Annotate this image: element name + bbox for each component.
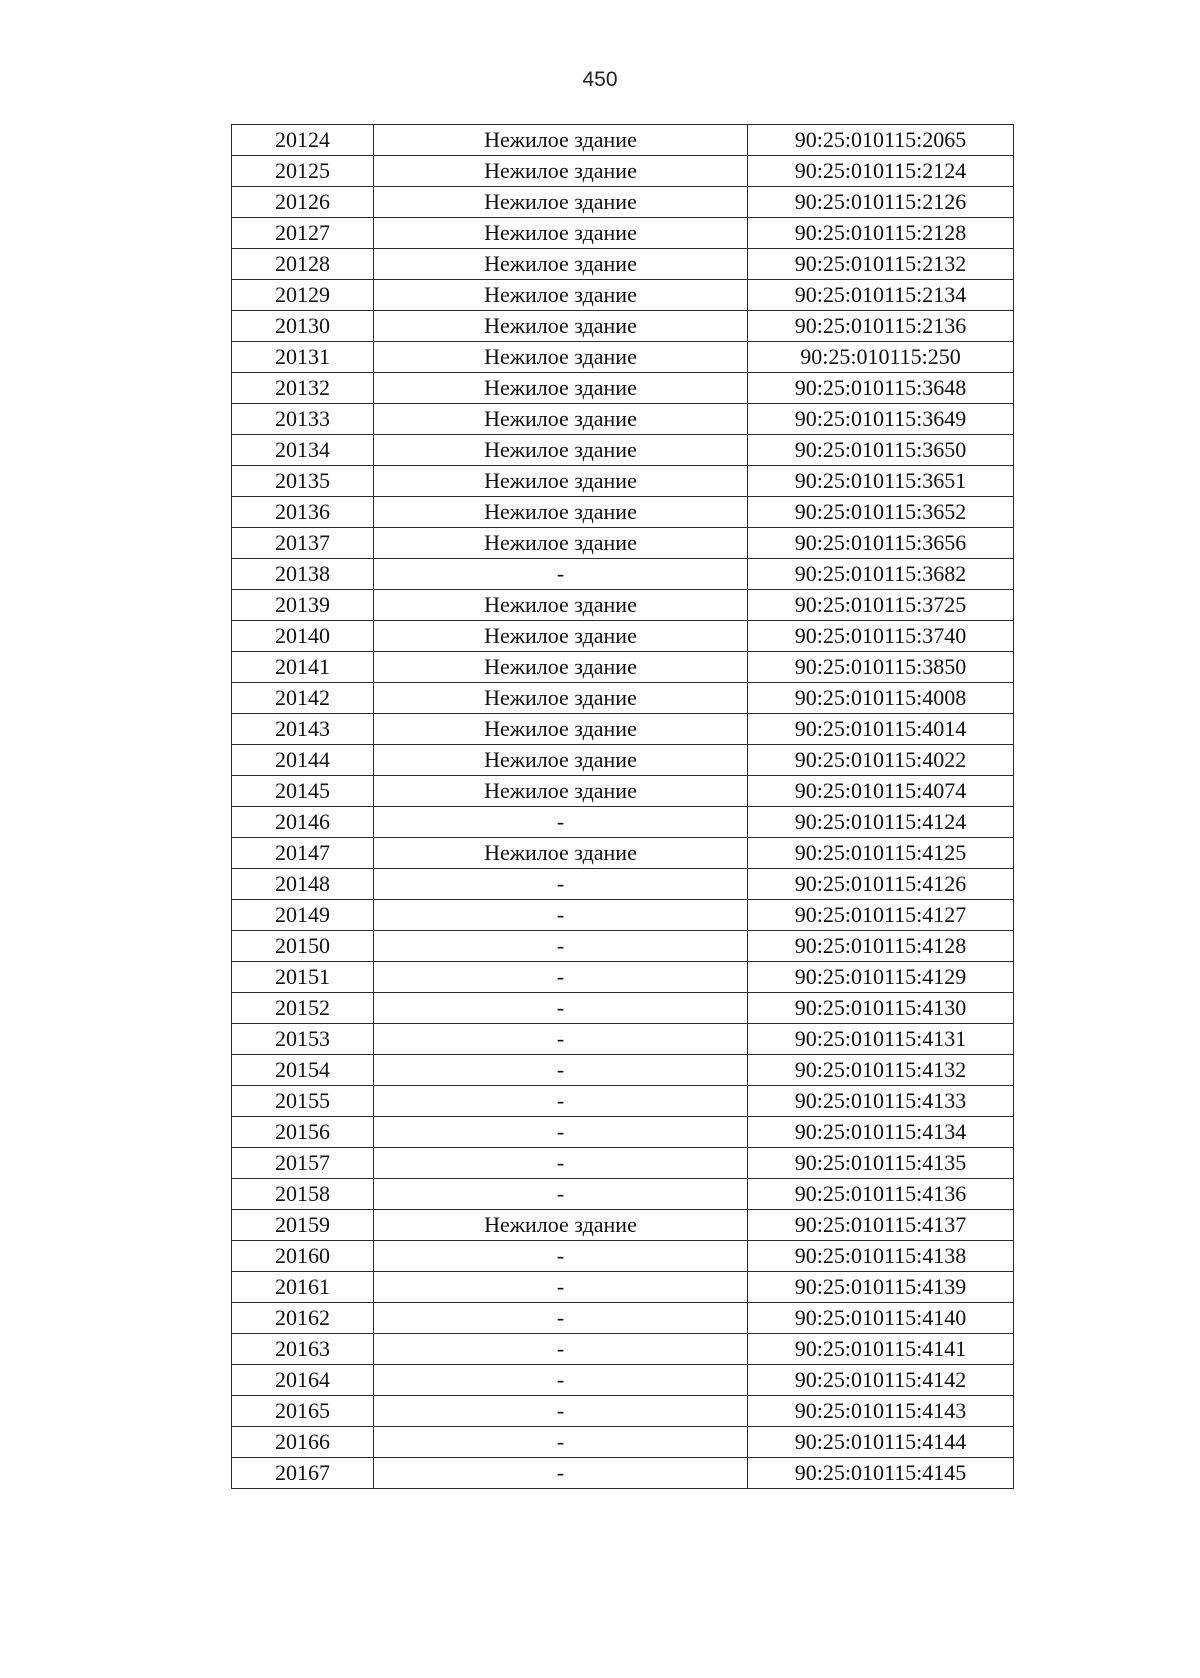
object-name-cell: Нежилое здание: [374, 652, 748, 683]
object-name-cell: Нежилое здание: [374, 683, 748, 714]
cadastral-number-cell: 90:25:010115:3651: [748, 466, 1014, 497]
cadastral-number-cell: 90:25:010115:2136: [748, 311, 1014, 342]
row-number-cell: 20155: [232, 1086, 374, 1117]
table-row: [232, 156, 1014, 187]
cadastral-number-cell: 90:25:010115:4074: [748, 776, 1014, 807]
property-register-table: [231, 124, 1014, 1489]
row-number-cell: 20164: [232, 1365, 374, 1396]
object-name-cell: Нежилое здание: [374, 342, 748, 373]
table-row: [232, 125, 1014, 156]
cadastral-number-cell: 90:25:010115:4131: [748, 1024, 1014, 1055]
table-row: [232, 1179, 1014, 1210]
object-name-cell: Нежилое здание: [374, 621, 748, 652]
table-row: [232, 1117, 1014, 1148]
table-row: [232, 590, 1014, 621]
row-number-cell: 20126: [232, 187, 374, 218]
cadastral-number-cell: 90:25:010115:3652: [748, 497, 1014, 528]
table-body: [232, 125, 1014, 1489]
table-row: [232, 1086, 1014, 1117]
cadastral-number-cell: 90:25:010115:3682: [748, 559, 1014, 590]
object-name-cell: -: [374, 1086, 748, 1117]
object-name-cell: -: [374, 993, 748, 1024]
table-row: [232, 683, 1014, 714]
object-name-cell: Нежилое здание: [374, 156, 748, 187]
object-name-cell: -: [374, 1024, 748, 1055]
cadastral-number-cell: 90:25:010115:3656: [748, 528, 1014, 559]
object-name-cell: Нежилое здание: [374, 745, 748, 776]
table-row: [232, 869, 1014, 900]
cadastral-number-cell: 90:25:010115:3648: [748, 373, 1014, 404]
table-row: [232, 1024, 1014, 1055]
object-name-cell: Нежилое здание: [374, 838, 748, 869]
cadastral-number-cell: 90:25:010115:4139: [748, 1272, 1014, 1303]
row-number-cell: 20151: [232, 962, 374, 993]
row-number-cell: 20135: [232, 466, 374, 497]
row-number-cell: 20138: [232, 559, 374, 590]
object-name-cell: Нежилое здание: [374, 249, 748, 280]
row-number-cell: 20156: [232, 1117, 374, 1148]
object-name-cell: -: [374, 1303, 748, 1334]
table-row: [232, 652, 1014, 683]
table-row: [232, 373, 1014, 404]
cadastral-number-cell: 90:25:010115:4142: [748, 1365, 1014, 1396]
object-name-cell: Нежилое здание: [374, 590, 748, 621]
table-row: [232, 466, 1014, 497]
object-name-cell: Нежилое здание: [374, 466, 748, 497]
cadastral-number-cell: 90:25:010115:4129: [748, 962, 1014, 993]
object-name-cell: -: [374, 931, 748, 962]
row-number-cell: 20148: [232, 869, 374, 900]
cadastral-number-cell: 90:25:010115:4138: [748, 1241, 1014, 1272]
object-name-cell: -: [374, 1365, 748, 1396]
object-name-cell: Нежилое здание: [374, 404, 748, 435]
table-row: [232, 1303, 1014, 1334]
row-number-cell: 20153: [232, 1024, 374, 1055]
cadastral-number-cell: 90:25:010115:4136: [748, 1179, 1014, 1210]
object-name-cell: Нежилое здание: [374, 125, 748, 156]
object-name-cell: -: [374, 962, 748, 993]
object-name-cell: Нежилое здание: [374, 776, 748, 807]
object-name-cell: -: [374, 1458, 748, 1489]
cadastral-number-cell: 90:25:010115:4014: [748, 714, 1014, 745]
table-row: [232, 559, 1014, 590]
row-number-cell: 20162: [232, 1303, 374, 1334]
cadastral-number-cell: 90:25:010115:4128: [748, 931, 1014, 962]
cadastral-number-cell: 90:25:010115:4126: [748, 869, 1014, 900]
table-row: [232, 776, 1014, 807]
row-number-cell: 20161: [232, 1272, 374, 1303]
cadastral-number-cell: 90:25:010115:4125: [748, 838, 1014, 869]
table-row: [232, 1241, 1014, 1272]
row-number-cell: 20166: [232, 1427, 374, 1458]
table-row: [232, 807, 1014, 838]
object-name-cell: -: [374, 1334, 748, 1365]
table-row: [232, 218, 1014, 249]
table-row: [232, 993, 1014, 1024]
object-name-cell: -: [374, 807, 748, 838]
row-number-cell: 20147: [232, 838, 374, 869]
cadastral-number-cell: 90:25:010115:2065: [748, 125, 1014, 156]
cadastral-number-cell: 90:25:010115:3850: [748, 652, 1014, 683]
row-number-cell: 20165: [232, 1396, 374, 1427]
object-name-cell: Нежилое здание: [374, 218, 748, 249]
cadastral-number-cell: 90:25:010115:3650: [748, 435, 1014, 466]
row-number-cell: 20144: [232, 745, 374, 776]
row-number-cell: 20159: [232, 1210, 374, 1241]
row-number-cell: 20136: [232, 497, 374, 528]
row-number-cell: 20130: [232, 311, 374, 342]
object-name-cell: Нежилое здание: [374, 1210, 748, 1241]
cadastral-number-cell: 90:25:010115:4135: [748, 1148, 1014, 1179]
object-name-cell: -: [374, 869, 748, 900]
object-name-cell: Нежилое здание: [374, 311, 748, 342]
cadastral-number-cell: 90:25:010115:4132: [748, 1055, 1014, 1086]
cadastral-number-cell: 90:25:010115:3740: [748, 621, 1014, 652]
table-row: [232, 1210, 1014, 1241]
cadastral-number-cell: 90:25:010115:2132: [748, 249, 1014, 280]
row-number-cell: 20125: [232, 156, 374, 187]
table-row: [232, 528, 1014, 559]
table-row: [232, 342, 1014, 373]
row-number-cell: 20163: [232, 1334, 374, 1365]
cadastral-number-cell: 90:25:010115:4133: [748, 1086, 1014, 1117]
row-number-cell: 20142: [232, 683, 374, 714]
object-name-cell: Нежилое здание: [374, 497, 748, 528]
object-name-cell: Нежилое здание: [374, 528, 748, 559]
row-number-cell: 20137: [232, 528, 374, 559]
row-number-cell: 20127: [232, 218, 374, 249]
object-name-cell: -: [374, 559, 748, 590]
row-number-cell: 20134: [232, 435, 374, 466]
table-row: [232, 497, 1014, 528]
row-number-cell: 20140: [232, 621, 374, 652]
table-row: [232, 1055, 1014, 1086]
row-number-cell: 20128: [232, 249, 374, 280]
cadastral-number-cell: 90:25:010115:4127: [748, 900, 1014, 931]
cadastral-number-cell: 90:25:010115:4008: [748, 683, 1014, 714]
cadastral-number-cell: 90:25:010115:4144: [748, 1427, 1014, 1458]
object-name-cell: -: [374, 900, 748, 931]
table-row: [232, 900, 1014, 931]
table-row: [232, 1272, 1014, 1303]
row-number-cell: 20131: [232, 342, 374, 373]
table-row: [232, 714, 1014, 745]
row-number-cell: 20152: [232, 993, 374, 1024]
object-name-cell: -: [374, 1241, 748, 1272]
table-row: [232, 1427, 1014, 1458]
object-name-cell: -: [374, 1427, 748, 1458]
cadastral-number-cell: 90:25:010115:2134: [748, 280, 1014, 311]
object-name-cell: Нежилое здание: [374, 435, 748, 466]
object-name-cell: -: [374, 1148, 748, 1179]
row-number-cell: 20167: [232, 1458, 374, 1489]
table-row: [232, 1148, 1014, 1179]
row-number-cell: 20132: [232, 373, 374, 404]
object-name-cell: Нежилое здание: [374, 373, 748, 404]
cadastral-number-cell: 90:25:010115:4022: [748, 745, 1014, 776]
table-row: [232, 1334, 1014, 1365]
row-number-cell: 20150: [232, 931, 374, 962]
cadastral-number-cell: 90:25:010115:3649: [748, 404, 1014, 435]
table-row: [232, 311, 1014, 342]
row-number-cell: 20158: [232, 1179, 374, 1210]
table-row: [232, 1396, 1014, 1427]
table-row: [232, 621, 1014, 652]
cadastral-number-cell: 90:25:010115:4124: [748, 807, 1014, 838]
object-name-cell: -: [374, 1055, 748, 1086]
row-number-cell: 20160: [232, 1241, 374, 1272]
row-number-cell: 20124: [232, 125, 374, 156]
object-name-cell: -: [374, 1117, 748, 1148]
row-number-cell: 20133: [232, 404, 374, 435]
table-row: [232, 838, 1014, 869]
cadastral-number-cell: 90:25:010115:2126: [748, 187, 1014, 218]
object-name-cell: -: [374, 1272, 748, 1303]
table-row: [232, 745, 1014, 776]
row-number-cell: 20145: [232, 776, 374, 807]
object-name-cell: Нежилое здание: [374, 187, 748, 218]
row-number-cell: 20146: [232, 807, 374, 838]
table-row: [232, 962, 1014, 993]
page-number: 450: [582, 68, 618, 91]
cadastral-number-cell: 90:25:010115:2124: [748, 156, 1014, 187]
table-row: [232, 249, 1014, 280]
row-number-cell: 20129: [232, 280, 374, 311]
cadastral-number-cell: 90:25:010115:4143: [748, 1396, 1014, 1427]
row-number-cell: 20139: [232, 590, 374, 621]
cadastral-number-cell: 90:25:010115:4130: [748, 993, 1014, 1024]
row-number-cell: 20149: [232, 900, 374, 931]
table-row: [232, 1458, 1014, 1489]
row-number-cell: 20154: [232, 1055, 374, 1086]
object-name-cell: Нежилое здание: [374, 280, 748, 311]
table-row: [232, 1365, 1014, 1396]
cadastral-number-cell: 90:25:010115:4141: [748, 1334, 1014, 1365]
cadastral-number-cell: 90:25:010115:4140: [748, 1303, 1014, 1334]
table-row: [232, 435, 1014, 466]
cadastral-number-cell: 90:25:010115:3725: [748, 590, 1014, 621]
table-row: [232, 280, 1014, 311]
object-name-cell: -: [374, 1396, 748, 1427]
table-row: [232, 931, 1014, 962]
cadastral-number-cell: 90:25:010115:4145: [748, 1458, 1014, 1489]
cadastral-number-cell: 90:25:010115:4137: [748, 1210, 1014, 1241]
row-number-cell: 20143: [232, 714, 374, 745]
row-number-cell: 20141: [232, 652, 374, 683]
row-number-cell: 20157: [232, 1148, 374, 1179]
object-name-cell: Нежилое здание: [374, 714, 748, 745]
cadastral-number-cell: 90:25:010115:2128: [748, 218, 1014, 249]
object-name-cell: -: [374, 1179, 748, 1210]
table-row: [232, 404, 1014, 435]
cadastral-number-cell: 90:25:010115:4134: [748, 1117, 1014, 1148]
cadastral-number-cell: 90:25:010115:250: [748, 342, 1014, 373]
table-row: [232, 187, 1014, 218]
